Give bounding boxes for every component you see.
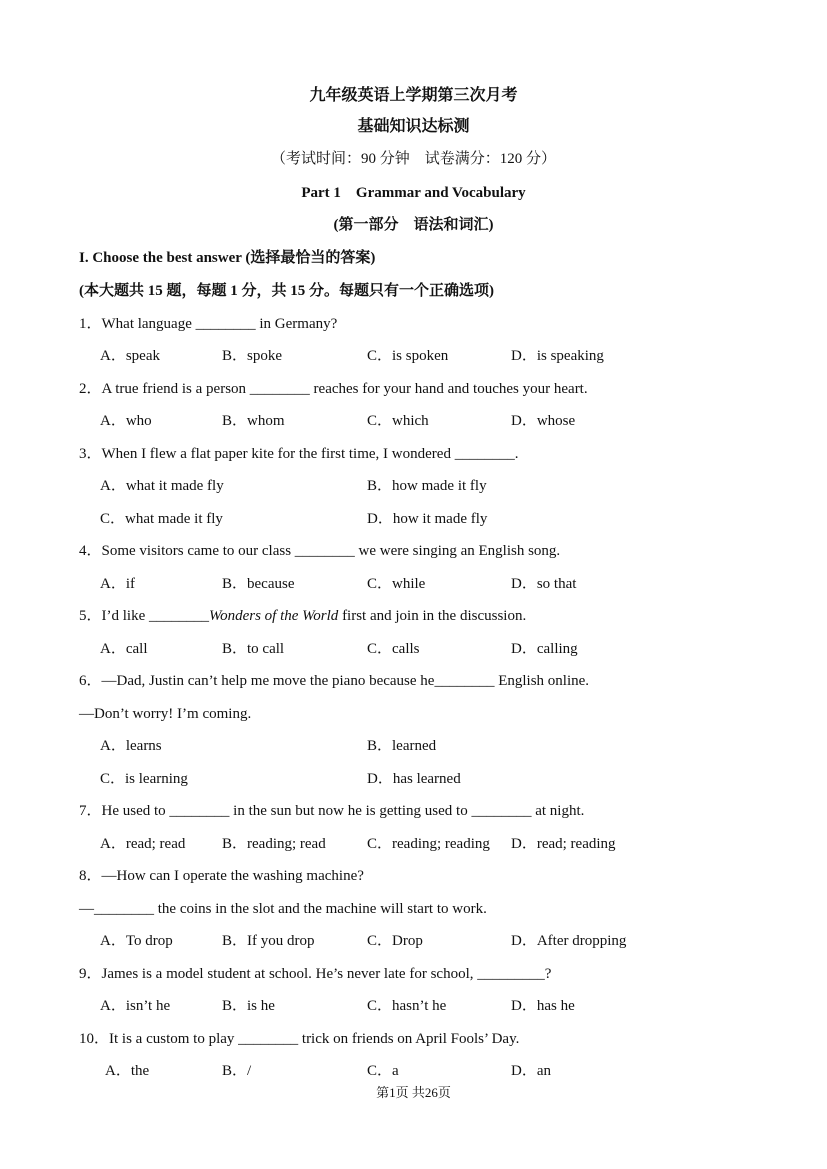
question-6-stem-2: —Don’t worry! I’m coming. xyxy=(79,706,252,722)
q9-option-c[interactable]: C．hasn’t he xyxy=(367,998,447,1014)
q7-option-d[interactable]: D．read; reading xyxy=(511,836,616,852)
q2-option-c[interactable]: C．which xyxy=(367,413,429,429)
question-6-stem: 6．—Dad, Justin can’t help me move the piano because he________ English online. xyxy=(79,673,590,689)
q10-option-c[interactable]: C．a xyxy=(367,1063,399,1079)
question-8-stem-2: —________ the coins in the slot and the machine will start to work. xyxy=(79,901,487,917)
q4-option-c[interactable]: C．while xyxy=(367,576,426,592)
part-title-cn: (第一部分 语法和词汇) xyxy=(333,217,494,233)
q3-option-c[interactable]: C．what made it fly xyxy=(100,511,223,527)
question-4-stem: 4．Some visitors came to our class ________ we were singing an English song. xyxy=(79,543,561,559)
q6-option-d[interactable]: D．has learned xyxy=(367,771,461,787)
question-2-stem: 2．A true friend is a person ________ reaches for your hand and touches your heart. xyxy=(79,381,588,397)
q7-option-c[interactable]: C．reading; reading xyxy=(367,836,490,852)
q1-option-c[interactable]: C．is spoken xyxy=(367,348,449,364)
q5-stem-post: first and join in the discussion. xyxy=(338,608,527,624)
q3-option-d[interactable]: D．how it made fly xyxy=(367,511,488,527)
exam-title: 九年级英语上学期第三次月考 xyxy=(309,87,518,104)
question-10-stem: 10．It is a custom to play ________ trick on friends on April Fools’ Day. xyxy=(79,1031,520,1047)
q8-option-d[interactable]: D．After dropping xyxy=(511,933,627,949)
q5-stem-pre: 5．I’d like ________ xyxy=(79,608,209,624)
q3-option-b[interactable]: B．how made it fly xyxy=(367,478,487,494)
q5-option-d[interactable]: D．calling xyxy=(511,641,578,657)
q4-option-d[interactable]: D．so that xyxy=(511,576,577,592)
part-title: Part 1 Grammar and Vocabulary xyxy=(301,185,526,201)
q5-option-c[interactable]: C．calls xyxy=(367,641,420,657)
q4-option-a[interactable]: A．if xyxy=(100,576,135,592)
exam-subtitle: 基础知识达标测 xyxy=(357,118,470,135)
q5-stem-title: Wonders of the World xyxy=(208,608,339,624)
q3-option-a[interactable]: A．what it made fly xyxy=(100,478,224,494)
q6-option-c[interactable]: C．is learning xyxy=(100,771,188,787)
q6-option-a[interactable]: A．learns xyxy=(100,738,162,754)
q8-option-a[interactable]: A．To drop xyxy=(100,933,173,949)
q1-option-d[interactable]: D．is speaking xyxy=(511,348,604,364)
q9-option-d[interactable]: D．has he xyxy=(511,998,575,1014)
q6-option-b[interactable]: B．learned xyxy=(367,738,437,754)
section-heading: I. Choose the best answer (选择最恰当的答案) xyxy=(79,250,376,266)
question-3-stem: 3．When I flew a flat paper kite for the first time, I wondered ________. xyxy=(79,446,519,462)
q1-option-a[interactable]: A．speak xyxy=(100,348,160,364)
q8-option-c[interactable]: C．Drop xyxy=(367,933,423,949)
exam-info: （考试时间：90 分钟 试卷满分：120 分） xyxy=(270,151,556,167)
q2-option-b[interactable]: B．whom xyxy=(222,413,285,429)
q8-option-b[interactable]: B．If you drop xyxy=(222,933,315,949)
q7-option-a[interactable]: A．read; read xyxy=(100,836,186,852)
question-9-stem: 9．James is a model student at school. He’s never late for school, _________? xyxy=(79,966,552,982)
section-instructions: (本大题共 15 题，每题 1 分，共 15 分。每题只有一个正确选项) xyxy=(79,283,494,299)
q9-option-a[interactable]: A．isn’t he xyxy=(100,998,171,1014)
page-footer: 第1页 共26页 xyxy=(376,1085,451,1100)
question-8-stem: 8．—How can I operate the washing machine? xyxy=(79,868,364,884)
q9-option-b[interactable]: B．is he xyxy=(222,998,275,1014)
q5-option-a[interactable]: A．call xyxy=(100,641,148,657)
q7-option-b[interactable]: B．reading; read xyxy=(222,836,326,852)
q1-option-b[interactable]: B．spoke xyxy=(222,348,283,364)
q2-option-a[interactable]: A．who xyxy=(100,413,152,429)
q5-option-b[interactable]: B．to call xyxy=(222,641,285,657)
q2-option-d[interactable]: D．whose xyxy=(511,413,576,429)
q10-option-b[interactable]: B．/ xyxy=(222,1063,252,1079)
question-5-stem xyxy=(79,606,526,626)
q10-option-d[interactable]: D．an xyxy=(511,1063,551,1079)
q10-option-a[interactable]: A．the xyxy=(105,1063,150,1079)
q4-option-b[interactable]: B．because xyxy=(222,576,295,592)
question-7-stem: 7．He used to ________ in the sun but now he is getting used to ________ at night. xyxy=(79,803,585,819)
question-1-stem: 1．What language ________ in Germany? xyxy=(79,316,338,332)
